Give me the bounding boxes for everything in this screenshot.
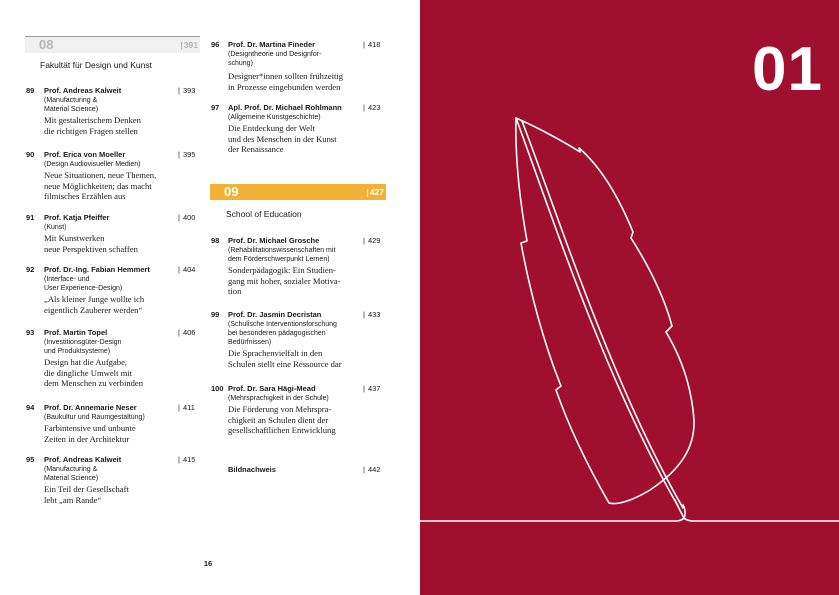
entry-number: 100 [211, 384, 224, 393]
entry-page: | 411 [178, 403, 195, 413]
faculty-title-08: Fakultät für Design und Kunst [40, 60, 152, 70]
entry-page: | 433 [363, 310, 380, 320]
entry-subject: (Kunst) [44, 224, 67, 231]
entry-page: | 429 [363, 236, 380, 246]
entry-author: Prof. Andreas Kalweit [44, 455, 122, 464]
entry-subject: (Designtheorie und Designfor- schung) [228, 51, 322, 67]
entry-subject: (Mehrsprachigkeit in der Schule) [228, 395, 329, 402]
entry-subject: (Rehabilitationswissenschaften mit dem Förderschwerpunkt Lernen) [228, 247, 336, 263]
entry-number: 90 [26, 150, 35, 159]
feather-quill-icon [420, 0, 839, 595]
page-number: 16 [203, 559, 213, 568]
entry-subject: (Manufacturing & Material Science) [44, 97, 99, 113]
entry-number: 91 [26, 213, 35, 222]
entry-number: 94 [26, 403, 35, 412]
entry-page: | 423 [363, 103, 380, 113]
entry-title: Die Entdeckung der Welt und des Menschen in der Kunst der Renaissance [228, 123, 337, 154]
entry-number: 96 [211, 40, 220, 49]
entry-page: | 400 [178, 213, 195, 223]
section-header-09 [210, 184, 386, 200]
entry-title: Neue Situationen, neue Themen, neue Möglichkeiten; das macht filmisches Erzählen aus [44, 170, 157, 201]
entry-author: Prof. Erica von Moeller [44, 150, 126, 159]
entry-subject: (Manufacturing & Material Science) [44, 466, 99, 482]
entry-subject: (Design Audiovisueller Medien) [44, 161, 141, 168]
entry-page: | 437 [363, 384, 380, 394]
entry-page: | 395 [178, 150, 195, 160]
entry-number: 99 [211, 310, 220, 319]
entry-author: Apl. Prof. Dr. Michael Rohlmann [228, 103, 342, 112]
chapter-cover-page [420, 0, 839, 595]
entry-number: 98 [211, 236, 220, 245]
entry-title: Design hat die Aufgabe, die dingliche Umwelt mit dem Menschen zu verbinden [44, 357, 144, 388]
entry-author: Prof. Dr. Jasmin Decristan [228, 310, 322, 319]
section-header-08 [25, 36, 200, 53]
entry-title: Sonderpädagogik: Ein Studien- gang mit hoher, sozialer Motiva- tion [228, 265, 341, 296]
entry-page: | 404 [178, 265, 195, 275]
entry-subject: (Investitionsgüter-Design und Produktsysteme) [44, 339, 122, 355]
entry-page: | 415 [178, 455, 195, 465]
entry-title: Designer*innen sollten frühzeitig in Prozesse eingebunden werden [228, 71, 344, 92]
section-page: | 427 [366, 184, 384, 200]
entry-number: 95 [26, 455, 35, 464]
entry-number: 89 [26, 86, 35, 95]
entry-title: Farbintensive und unbunte Zeiten in der Architektur [44, 423, 136, 444]
section-number: 09 [224, 184, 239, 199]
entry-author: Prof. Dr. Michael Grosche [228, 236, 320, 245]
entry-title: Die Sprachenvielfalt in den Schulen stellt eine Ressource dar [228, 348, 342, 369]
entry-author: Prof. Martin Topel [44, 328, 108, 337]
faculty-title-09: School of Education [226, 209, 302, 219]
entry-number: 97 [211, 103, 220, 112]
entry-page: | 418 [363, 40, 380, 50]
section-number: 08 [39, 37, 54, 52]
chapter-number: 01 [752, 35, 823, 104]
section-page: | 391 [180, 37, 198, 53]
entry-subject: (Allgemeine Kunstgeschichte) [228, 114, 321, 121]
entry-title: Mit gestalterischem Denken die richtigen Fragen stellen [44, 115, 141, 136]
entry-number: 93 [26, 328, 35, 337]
credits-page: | 442 [363, 465, 380, 475]
entry-number: 92 [26, 265, 35, 274]
entry-author: Prof. Dr. Martina Fineder [228, 40, 316, 49]
entry-page: | 393 [178, 86, 195, 96]
entry-title: „Als kleiner Junge wollte ich eigentlich Zauberer werden“ [44, 294, 145, 315]
entry-author: Prof. Katja Pfeiffer [44, 213, 110, 222]
entry-author: Prof. Dr. Annemarie Neser [44, 403, 137, 412]
entry-subject: (Schulische Interventionsforschung bei besonderen pädagogischen Bedürfnissen) [228, 321, 337, 346]
entry-title: Die Förderung von Mehrspra- chigkeit an Schulen dient der gesellschaftlichen Entwicklung [228, 404, 336, 435]
entry-title: Mit Kunstwerken neue Perspektiven schaffen [44, 233, 138, 254]
entry-subject: (Baukultur und Raumgestaltung) [44, 414, 145, 421]
entry-subject: (Interface- und User Experience-Design) [44, 276, 123, 292]
entry-author: Prof. Dr.-Ing. Fabian Hemmert [44, 265, 150, 274]
entry-author: Prof. Andreas Kalweit [44, 86, 122, 95]
entry-author: Prof. Dr. Sara Hägi-Mead [228, 384, 316, 393]
entry-page: | 406 [178, 328, 195, 338]
entry-title: Ein Teil der Gesellschaft lebt „am Rande“ [44, 484, 129, 505]
credits-label: Bildnachweis [228, 465, 276, 474]
